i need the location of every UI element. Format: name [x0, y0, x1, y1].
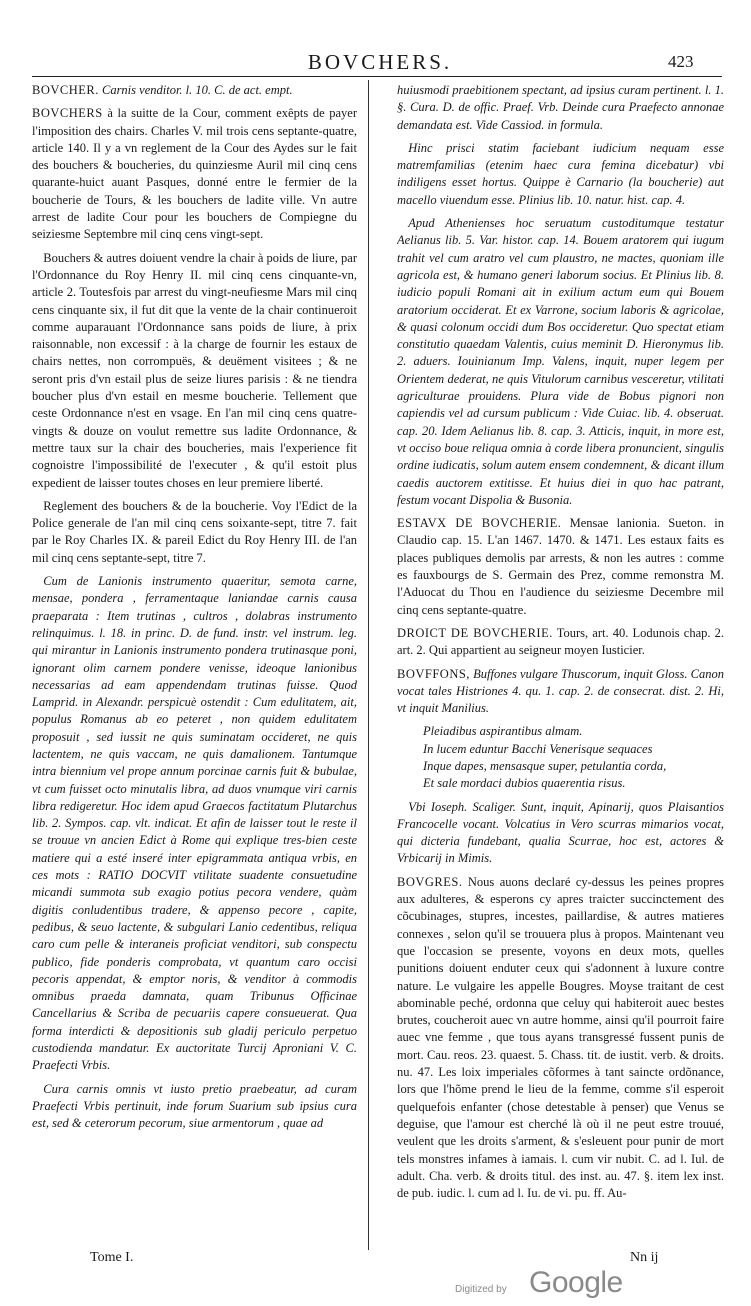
- page-number: 423: [668, 52, 694, 71]
- entry-text: Hinc prisci statim faciebant iudicium nequam esse matremfamilias (etenim haec cura femina dicebatur) vbi indiligens esset hortus. Quippe è Carnario (la boucherie) aut macello viuendum esse. Plinius lib. 10. natur. hist. cap. 4.: [397, 140, 724, 207]
- entry-lead: ESTAVX DE BOVCHERIE.: [397, 516, 562, 531]
- entry-paragraph: [397, 140, 724, 209]
- entry-text: Tours, art. 40. Lodunois chap. 2. art. 2. Qui appartient au seigneur moyen Iusticier.: [397, 625, 724, 658]
- right-column: [397, 82, 724, 1240]
- entry-paragraph: [32, 573, 357, 1075]
- entry-paragraph: [32, 1081, 357, 1133]
- entry-text: Vbi Ioseph. Scaliger. Sunt, inquit, Apinarij, quos Plaisantios Francocelle vocant. Volcatius in Vero scurras mimarios vocat, qui dicteria fundebant, qualia Scurrae, hoc est, actores & Vrbicarij in Mimis.: [397, 799, 724, 866]
- verse-line: Pleiadibus aspirantibus almam.: [423, 724, 583, 739]
- verse-line: Et sale mordaci dubios quaerentia risus.: [423, 776, 626, 791]
- page-title: BOVCHERS.: [307, 50, 453, 74]
- entry-text: Reglement des bouchers & de la boucherie. Voy l'Edict de la Police generale de l'an mil cinq cens soixante-sept, titre 7. fait par le Roy Charles IX. & pareil Edict du Roy Henry III. de l'an mil cinq cens septante-sept, titre 7.: [32, 498, 357, 565]
- entry-text: à la suitte de la Cour, comment exêpts de payer l'imposition des chairs. Charles V. mil trois cens septante-quatre, article 140. Il y a vn reglement de la Cour des Aydes sur le fait des bouchers & boucheries, du quinziesme Auril mil cinq cens quarante-huict auant Pasques, donné entre le fermier de la boucherie de Tours, & les bouchers de ladite ville. Vn autre arrest de ladite Cour pour les bouchers de Compiegne du seiziesme Septembre mil cinq cens vingt-sept.: [32, 106, 357, 242]
- entry-paragraph: [32, 105, 357, 243]
- google-logo: Google: [529, 1266, 623, 1299]
- entry-lead: DROICT DE BOVCHERIE.: [397, 625, 553, 640]
- entry-paragraph: [397, 666, 724, 718]
- verse-line: In lucem eduntur Bacchi Venerisque sequaces: [423, 741, 653, 756]
- signature-mark: Nn ij: [630, 1250, 659, 1265]
- watermark-prefix: Digitized by: [455, 1284, 507, 1295]
- entry-lead: BOVGRES.: [397, 874, 463, 889]
- entry-text: Buffones vulgare Thuscorum, inquit Gloss. Canon vocat tales Histriones 4. qu. 1. cap. 2. de consecrat. dist. 2. Hi, vt inquit Manilius.: [397, 666, 724, 716]
- entry-text: Cum de Lanionis instrumento quaeritur, semota carne, mensae, pondera , ferramentaque laniandae carnis causa praeparata : Item trutinas , cultros , dolabras instrumento relinquimus. l. 18. in princ. D. de fund. instr. vel instrum. leg. qui mirantur in Lanionis instrumento pondera trutinasque poni, ignorant olim carnem pondere venisse, ideoque lanionibus necessarias ad eam appendendam trutinas fuisse. Quod Lamprid. in Alexandr. perspicuè ostendit : Cum edulitatem, ait, populus Romanus ab eo peteret , non quidem edulitatem proposuit , sed iussit ne quis suminatam occideret, ne quis lactentem, ne quis vaccam, ne quis damalionem. Tantumque intra biennium vel prope annum porcinae carnis fuit & bubulae, vt cum fuisset octo minutalis libra, ad duos vnumque viri carnis libra redigeretur. Hoc idem apud Graecos factitatum Plutarchus lib. 2. Sympos. cap. vlt. indicat. Et afin de laisser tout le reste il se trouue vn ancien Edict à Rome qui explique tres-bien ceste matiere qui a esté inseré inter epigrammata antiqua vrbis, en ces mots : RATIO DOCVIT vtilitate suadente consuetudine micandi summota sub exagio potius pecora vendere, quàm digitis conludentibus tradere, & appenso pecore , capite, pedibus, & seuo lactente, & subgulari Lanio cedentibus, reliqua caro cum pelle & interaneis proficiat venditori, sub conspectu publico, fide ponderis comprobata, vt quantum caro occisi pecoris appendat, & emptor noris, & venditor à commodis omnibus praeda damnata, quam Tribunus Officinae Cancellarius & Scriba de pecuariis capere consueuerat. Qua forma interdicti & depositionis sub gladij periculo perpetuo custodienda mandatur. Ex auctoritate Turcij Aproniani V. C. Praefecti Vrbis.: [32, 574, 357, 1073]
- entry-text: Carnis venditor. l. 10. C. de act. empt.: [101, 83, 293, 97]
- entry-lead: BOVCHERS: [32, 106, 103, 121]
- entry-text: Nous auons declaré cy-dessus les peines propres aux adulteres, & esperons cy apres traicter succinctement des cõcubinages, stupres, incestes, paillardise, & autres matieres connexes , selon qu'il se trouuera plus à propos. Maintenant veu que l'occasion se presente, voyons en deux mots, quelles punitions doiuent enduter ceux qui s'adonnent à luxure contre nature. Le vulgaire les appelle Bougres. Moyse traitant de cest abominable peché, ordonna que celuy qui habiteroit auec bestes brutes, coucheroit auec vn autre homme, ainsi qu'il pourroit faire auec vne femme , que tous ayans transgressé fussent punis de mort. Cau. reos. 23. quaest. 5. Chass. tit. de iustit. verb. & droits. nu. 47. Les loix imperiales cõformes à tant saincte ordõnance, lors que l'hõme prend le lieu de la femme, comme s'il esperoit quelquefois enfanter (chose detestable à penser) que Venus se deguise, que l'amour est cherché là où il ne peut estre trouué, veulent que les droits s'arment, & s'esleuent pour punir de mort tels monstres infames à iamais. l. cum vir nubit. C. ad l. Iul. de adult. Cha. verb. & droits titul. des inst. au. 47. §. item lex inst. de pub. iudic. l. cum ad l. Iu. de vi. pu. ff. Au-: [397, 874, 724, 1201]
- entry-paragraph: [32, 250, 357, 492]
- entry-lead: BOVCHER.: [32, 83, 99, 97]
- entry-paragraph: [397, 874, 724, 1203]
- header-rule: [32, 76, 722, 77]
- entry-paragraph: [32, 498, 357, 567]
- entry-lead: BOVFFONS,: [397, 666, 470, 681]
- entry-text: Cura carnis omnis vt iusto pretio praebeatur, ad curam Praefecti Vrbis pertinuit, inde forum Suarium sub ipsius cura est, sed & ceterorum pecorum, siue armentorum , quae ad: [32, 1081, 357, 1131]
- entry-text: Apud Athenienses hoc seruatum custoditumque testatur Aelianus lib. 5. Var. histor. cap. 14. Bouem aratorem qui iugum trahit vel cum aratro vel cum plaustro, ne mactes, quoniam ille agricola est, & humano generi laborum socius. Et Plinius lib. 8. iudicio populi Romani ait in exilium actum eum qui Bouem aratorium occiderat. Et ex Varrone, socium laboris & agricolae, & quasi colonum occidi dum Bos occideretur. Quo spectat etiam constitutio quaedam Valentis, cuius meminit D. Hieronymus lib. 2. aduers. Iouinianum Imp. Valens, inquit, nuper legem per Orientem dederat, ne quis Vitulorum carnibus vesceretur, vtilitati agriculturae prouidens. Plura vide de Bobus pignori non capiendis vel ad cursum publicum : Vide Cuiac. lib. 4. obseruat. cap. 20. Idem Aelianus lib. 8. cap. 3. Atticis, inquit, in more est, vt occiso boue reliqua omnia à corde libera pronuncient, singulis ordine iudicatis, solum autem ensem condemnent, & dicant illum caedis auctorem extitisse. Et huius diei in quo hac patrant, festum vocant Dispolia & Busonia.: [397, 216, 724, 507]
- verse-line: Inque dapes, mensasque super, petulantia corda,: [423, 758, 667, 773]
- entry-paragraph: [397, 625, 724, 660]
- entry-text: Mensae lanionia. Sueton. in Claudio cap. 15. L'an 1467. 1470. & 1471. Les estaux faits es places publiques demolis par arrests, & non les autres : comme es fauxbourgs de S. Germain des Prez, comme remonstra M. l'Aduocat du Thou en l'audience du seiziesme Decembre mil cinq cens septante-quatre.: [397, 516, 724, 617]
- running-head: [0, 48, 751, 76]
- entry-paragraph: [32, 82, 357, 99]
- left-column: [32, 82, 357, 1240]
- entry-text: Bouchers & autres doiuent vendre la chair à poids de liure, par l'Ordonnance du Roy Henry II. mil cinq cens cinquante-vn, article 2. Toutesfois par arrest du vingt-neufiesme Mars mil cinq cens cinquante six, il fut dit que la vente de la chair continueroit comme auparauant l'Ordonnance sans poids de liure, à prix raisonnable, non excessif : à la charge de fournir les estaux de chairs nettes, non corrompuës, & deuëment visitees ; & ne seront pris d'vn estail plus de seize liures parisis : & ne tiendra boucher plus d'vn estail en mesme boucherie. Tellement que ceste Ordonnance n'est en vsage. En l'an mil cinq cens quatre-vingts & douze on voulut remettre sus ladite Ordonnance, & mettre taux sur la chair des boucheries, mais l'experience fit cognoistre l'impossibilité de l'executer , & qu'il estoit plus expedient de laisser toutes choses en leur premiere liberté.: [32, 250, 357, 490]
- entry-paragraph: [397, 515, 724, 619]
- entry-paragraph: [397, 215, 724, 509]
- entry-paragraph: [397, 82, 724, 134]
- digitized-watermark: [455, 1262, 655, 1306]
- verse-block: [397, 723, 724, 792]
- column-divider: [368, 80, 369, 1250]
- volume-label: Tome I.: [90, 1250, 134, 1265]
- entry-paragraph: [397, 799, 724, 868]
- entry-text: huiusmodi praebitionem spectant, ad ipsius curam pertinent. l. 1. §. Cura. D. de offic. Praef. Vrb. Deinde cura Praefecto annonae demandata est. Vide Cassiod. in formula.: [397, 83, 724, 132]
